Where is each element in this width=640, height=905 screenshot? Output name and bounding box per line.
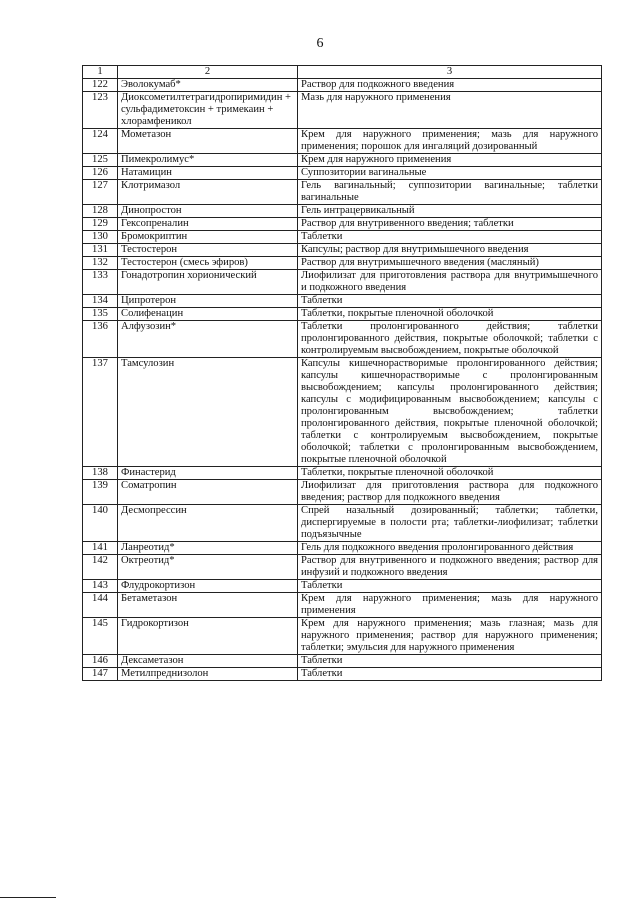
row-number: 132 bbox=[83, 257, 118, 270]
footnote-separator bbox=[0, 897, 56, 898]
dosage-form: Раствор для внутривенного введения; таблетки bbox=[298, 218, 602, 231]
drug-name: Эволокумаб* bbox=[118, 79, 298, 92]
dosage-form: Таблетки, покрытые пленочной оболочкой bbox=[298, 467, 602, 480]
row-number: 141 bbox=[83, 542, 118, 555]
dosage-form: Суппозитории вагинальные bbox=[298, 167, 602, 180]
table-row bbox=[83, 154, 602, 167]
table-row bbox=[83, 231, 602, 244]
dosage-form: Лиофилизат для приготовления раствора для внутримышечного и подкожного введения bbox=[298, 270, 602, 295]
table-row bbox=[83, 580, 602, 593]
row-number: 135 bbox=[83, 308, 118, 321]
table-row bbox=[83, 655, 602, 668]
row-number: 144 bbox=[83, 593, 118, 618]
drug-name: Соматропин bbox=[118, 480, 298, 505]
row-number: 122 bbox=[83, 79, 118, 92]
drug-name: Алфузозин* bbox=[118, 321, 298, 358]
table-row bbox=[83, 618, 602, 655]
dosage-form: Таблетки bbox=[298, 231, 602, 244]
table-row bbox=[83, 92, 602, 129]
drug-name: Диоксометилтетрагидропиримидин + сульфадиметоксин + тримекаин + хлорамфеникол bbox=[118, 92, 298, 129]
dosage-form: Раствор для внутривенного и подкожного введения; раствор для инфузий и подкожного введения bbox=[298, 555, 602, 580]
drug-name: Метилпреднизолон bbox=[118, 668, 298, 681]
table-row bbox=[83, 218, 602, 231]
drug-name: Дексаметазон bbox=[118, 655, 298, 668]
drug-name: Гексопреналин bbox=[118, 218, 298, 231]
table-row bbox=[83, 257, 602, 270]
table-row bbox=[83, 295, 602, 308]
row-number: 147 bbox=[83, 668, 118, 681]
drug-name: Клотримазол bbox=[118, 180, 298, 205]
row-number: 125 bbox=[83, 154, 118, 167]
medication-table bbox=[82, 65, 602, 681]
table-row bbox=[83, 593, 602, 618]
drug-name: Натамицин bbox=[118, 167, 298, 180]
table-row bbox=[83, 358, 602, 467]
drug-name: Ланреотид* bbox=[118, 542, 298, 555]
row-number: 142 bbox=[83, 555, 118, 580]
row-number: 146 bbox=[83, 655, 118, 668]
table-row bbox=[83, 167, 602, 180]
dosage-form: Таблетки, покрытые пленочной оболочкой bbox=[298, 308, 602, 321]
dosage-form: Раствор для внутримышечного введения (масляный) bbox=[298, 257, 602, 270]
drug-name: Тестостерон bbox=[118, 244, 298, 257]
table-row bbox=[83, 205, 602, 218]
drug-name: Мометазон bbox=[118, 129, 298, 154]
dosage-form: Гель для подкожного введения пролонгированного действия bbox=[298, 542, 602, 555]
row-number: 138 bbox=[83, 467, 118, 480]
dosage-form: Крем для наружного применения; мазь для наружного применения; порошок для ингаляций дозированный bbox=[298, 129, 602, 154]
header-col-1: 1 bbox=[83, 66, 118, 79]
drug-name: Десмопрессин bbox=[118, 505, 298, 542]
table-row bbox=[83, 555, 602, 580]
table-row bbox=[83, 505, 602, 542]
row-number: 128 bbox=[83, 205, 118, 218]
drug-name: Флудрокортизон bbox=[118, 580, 298, 593]
table-row bbox=[83, 129, 602, 154]
table-row bbox=[83, 180, 602, 205]
drug-name: Динопростон bbox=[118, 205, 298, 218]
dosage-form: Крем для наружного применения; мазь глазная; мазь для наружного применения; раствор для наружного применения; таблетки; эмульсия для наружного применения bbox=[298, 618, 602, 655]
dosage-form: Таблетки bbox=[298, 668, 602, 681]
drug-name: Гонадотропин хорионический bbox=[118, 270, 298, 295]
header-col-2: 2 bbox=[118, 66, 298, 79]
table-body bbox=[83, 79, 602, 681]
drug-name: Октреотид* bbox=[118, 555, 298, 580]
table-row bbox=[83, 480, 602, 505]
dosage-form: Таблетки bbox=[298, 580, 602, 593]
row-number: 127 bbox=[83, 180, 118, 205]
dosage-form: Таблетки bbox=[298, 295, 602, 308]
row-number: 123 bbox=[83, 92, 118, 129]
drug-name: Тестостерон (смесь эфиров) bbox=[118, 257, 298, 270]
header-col-3: 3 bbox=[298, 66, 602, 79]
page-number: 6 bbox=[316, 36, 324, 51]
header-row bbox=[83, 66, 602, 79]
drug-name: Бетаметазон bbox=[118, 593, 298, 618]
dosage-form: Раствор для подкожного введения bbox=[298, 79, 602, 92]
row-number: 137 bbox=[83, 358, 118, 467]
drug-name: Гидрокортизон bbox=[118, 618, 298, 655]
drug-name: Ципротерон bbox=[118, 295, 298, 308]
row-number: 131 bbox=[83, 244, 118, 257]
dosage-form: Спрей назальный дозированный; таблетки; таблетки, диспергируемые в полости рта; таблетки-лиофилизат; таблетки подъязычные bbox=[298, 505, 602, 542]
dosage-form: Крем для наружного применения bbox=[298, 154, 602, 167]
table-row bbox=[83, 321, 602, 358]
dosage-form: Капсулы кишечнорастворимые пролонгированного действия; капсулы кишечнорастворимые с пролонгированным высвобождением; капсулы пролонгированного действия; капсулы с модифицированным высвобождением; капсулы с пролонгированным высвобождением; таблетки пролонгированного действия, покрытые пленочной оболочкой; таблетки с контролируемым высвобождением, покрытые оболочкой; таблетки с пролонгированным высвобождением, покрытые пленочной оболочкой bbox=[298, 358, 602, 467]
dosage-form: Гель вагинальный; суппозитории вагинальные; таблетки вагинальные bbox=[298, 180, 602, 205]
drug-name: Тамсулозин bbox=[118, 358, 298, 467]
row-number: 134 bbox=[83, 295, 118, 308]
dosage-form: Мазь для наружного применения bbox=[298, 92, 602, 129]
row-number: 129 bbox=[83, 218, 118, 231]
dosage-form: Таблетки пролонгированного действия; таблетки пролонгированного действия, покрытые оболочкой; таблетки с контролируемым высвобождением, покрытые оболочкой bbox=[298, 321, 602, 358]
table-row bbox=[83, 467, 602, 480]
row-number: 145 bbox=[83, 618, 118, 655]
row-number: 126 bbox=[83, 167, 118, 180]
row-number: 124 bbox=[83, 129, 118, 154]
dosage-form: Лиофилизат для приготовления раствора для подкожного введения; раствор для подкожного введения bbox=[298, 480, 602, 505]
row-number: 139 bbox=[83, 480, 118, 505]
table-row bbox=[83, 79, 602, 92]
dosage-form: Гель интрацервикальный bbox=[298, 205, 602, 218]
drug-name: Пимекролимус* bbox=[118, 154, 298, 167]
dosage-form: Крем для наружного применения; мазь для наружного применения bbox=[298, 593, 602, 618]
table-row bbox=[83, 308, 602, 321]
table-row bbox=[83, 270, 602, 295]
row-number: 143 bbox=[83, 580, 118, 593]
row-number: 140 bbox=[83, 505, 118, 542]
row-number: 130 bbox=[83, 231, 118, 244]
dosage-form: Капсулы; раствор для внутримышечного введения bbox=[298, 244, 602, 257]
table-row bbox=[83, 244, 602, 257]
drug-name: Бромокриптин bbox=[118, 231, 298, 244]
drug-name: Солифенацин bbox=[118, 308, 298, 321]
table-row bbox=[83, 542, 602, 555]
table-row bbox=[83, 668, 602, 681]
row-number: 136 bbox=[83, 321, 118, 358]
dosage-form: Таблетки bbox=[298, 655, 602, 668]
row-number: 133 bbox=[83, 270, 118, 295]
drug-name: Финастерид bbox=[118, 467, 298, 480]
